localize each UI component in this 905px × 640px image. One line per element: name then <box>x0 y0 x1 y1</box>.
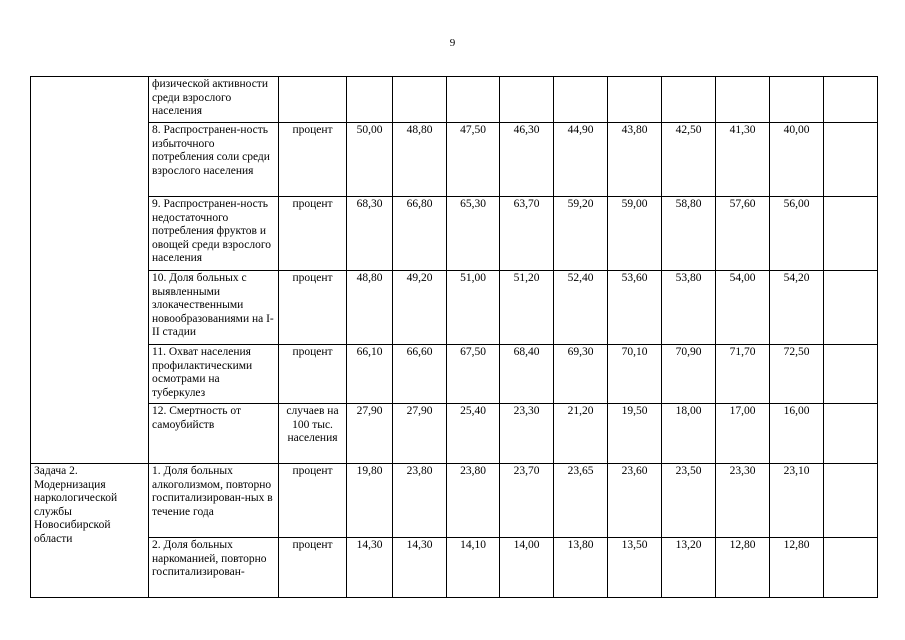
unit-cell: процент <box>279 271 347 345</box>
value-cell: 51,20 <box>500 271 554 345</box>
unit-cell: процент <box>279 197 347 271</box>
value-cell: 66,80 <box>393 197 447 271</box>
value-cell: 66,60 <box>393 345 447 404</box>
value-cell <box>824 404 878 464</box>
value-cell: 13,80 <box>554 538 608 598</box>
value-cell: 67,50 <box>447 345 500 404</box>
indicator-cell: 9. Распространен-ность недостаточного потребления фруктов и овощей среди взрослого населения <box>149 197 279 271</box>
value-cell: 50,00 <box>347 123 393 197</box>
value-cell: 13,50 <box>608 538 662 598</box>
indicator-cell: физической активности среди взрослого населения <box>149 77 279 123</box>
value-cell: 18,00 <box>662 404 716 464</box>
value-cell: 27,90 <box>347 404 393 464</box>
table-row <box>31 538 878 598</box>
value-cell: 44,90 <box>554 123 608 197</box>
value-cell: 69,30 <box>554 345 608 404</box>
value-cell: 46,30 <box>500 123 554 197</box>
value-cell: 12,80 <box>716 538 770 598</box>
value-cell <box>347 77 393 123</box>
value-cell: 19,80 <box>347 464 393 538</box>
table-row <box>31 197 878 271</box>
indicator-cell: 10. Доля больных с выявленными злокачественными новообразованиями на I-II стадии <box>149 271 279 345</box>
value-cell: 56,00 <box>770 197 824 271</box>
value-cell <box>447 77 500 123</box>
value-cell: 70,90 <box>662 345 716 404</box>
value-cell: 23,30 <box>500 404 554 464</box>
value-cell: 48,80 <box>393 123 447 197</box>
unit-cell: процент <box>279 123 347 197</box>
value-cell: 58,80 <box>662 197 716 271</box>
value-cell <box>662 77 716 123</box>
value-cell: 14,00 <box>500 538 554 598</box>
value-cell: 70,10 <box>608 345 662 404</box>
value-cell: 52,40 <box>554 271 608 345</box>
indicator-cell: 2. Доля больных наркоманией, повторно госпитализирован- <box>149 538 279 598</box>
indicator-cell: 1. Доля больных алкоголизмом, повторно госпитализирован-ных в течение года <box>149 464 279 538</box>
value-cell <box>500 77 554 123</box>
value-cell <box>824 464 878 538</box>
value-cell: 57,60 <box>716 197 770 271</box>
table-row <box>31 123 878 197</box>
value-cell: 59,20 <box>554 197 608 271</box>
value-cell: 25,40 <box>447 404 500 464</box>
value-cell: 13,20 <box>662 538 716 598</box>
task-cell <box>31 77 149 464</box>
value-cell <box>824 123 878 197</box>
value-cell: 19,50 <box>608 404 662 464</box>
indicator-cell: 12. Смертность от самоубийств <box>149 404 279 464</box>
unit-cell: процент <box>279 464 347 538</box>
value-cell: 23,10 <box>770 464 824 538</box>
table-row <box>31 345 878 404</box>
unit-cell: случаев на 100 тыс. населения <box>279 404 347 464</box>
value-cell: 65,30 <box>447 197 500 271</box>
value-cell <box>824 197 878 271</box>
value-cell: 43,80 <box>608 123 662 197</box>
value-cell: 14,10 <box>447 538 500 598</box>
indicators-table <box>30 76 878 598</box>
value-cell: 66,10 <box>347 345 393 404</box>
value-cell: 68,30 <box>347 197 393 271</box>
value-cell: 23,80 <box>393 464 447 538</box>
value-cell: 59,00 <box>608 197 662 271</box>
value-cell <box>824 345 878 404</box>
value-cell <box>824 77 878 123</box>
table-row <box>31 404 878 464</box>
unit-cell: процент <box>279 538 347 598</box>
value-cell: 54,20 <box>770 271 824 345</box>
value-cell <box>554 77 608 123</box>
indicator-cell: 11. Охват населения профилактическими осмотрами на туберкулез <box>149 345 279 404</box>
value-cell <box>393 77 447 123</box>
value-cell <box>716 77 770 123</box>
value-cell: 51,00 <box>447 271 500 345</box>
value-cell: 63,70 <box>500 197 554 271</box>
value-cell: 41,30 <box>716 123 770 197</box>
value-cell <box>770 77 824 123</box>
value-cell: 53,80 <box>662 271 716 345</box>
value-cell: 42,50 <box>662 123 716 197</box>
table-row <box>31 271 878 345</box>
task-cell: Задача 2. Модернизация наркологической службы Новосибирской области <box>31 464 149 598</box>
indicator-cell: 8. Распространен-ность избыточного потребления соли среди взрослого населения <box>149 123 279 197</box>
value-cell: 47,50 <box>447 123 500 197</box>
value-cell: 23,50 <box>662 464 716 538</box>
value-cell: 27,90 <box>393 404 447 464</box>
value-cell: 40,00 <box>770 123 824 197</box>
unit-cell: процент <box>279 345 347 404</box>
value-cell: 17,00 <box>716 404 770 464</box>
table-row <box>31 77 878 123</box>
table-row <box>31 464 878 538</box>
value-cell <box>608 77 662 123</box>
value-cell: 71,70 <box>716 345 770 404</box>
value-cell: 23,30 <box>716 464 770 538</box>
value-cell: 72,50 <box>770 345 824 404</box>
value-cell: 12,80 <box>770 538 824 598</box>
value-cell: 14,30 <box>393 538 447 598</box>
value-cell: 53,60 <box>608 271 662 345</box>
value-cell: 23,65 <box>554 464 608 538</box>
value-cell: 54,00 <box>716 271 770 345</box>
value-cell: 23,80 <box>447 464 500 538</box>
value-cell <box>824 538 878 598</box>
value-cell: 48,80 <box>347 271 393 345</box>
value-cell: 21,20 <box>554 404 608 464</box>
value-cell: 68,40 <box>500 345 554 404</box>
value-cell: 16,00 <box>770 404 824 464</box>
value-cell: 14,30 <box>347 538 393 598</box>
value-cell: 23,70 <box>500 464 554 538</box>
value-cell <box>824 271 878 345</box>
page-number: 9 <box>449 37 456 49</box>
value-cell: 23,60 <box>608 464 662 538</box>
value-cell: 49,20 <box>393 271 447 345</box>
unit-cell <box>279 77 347 123</box>
